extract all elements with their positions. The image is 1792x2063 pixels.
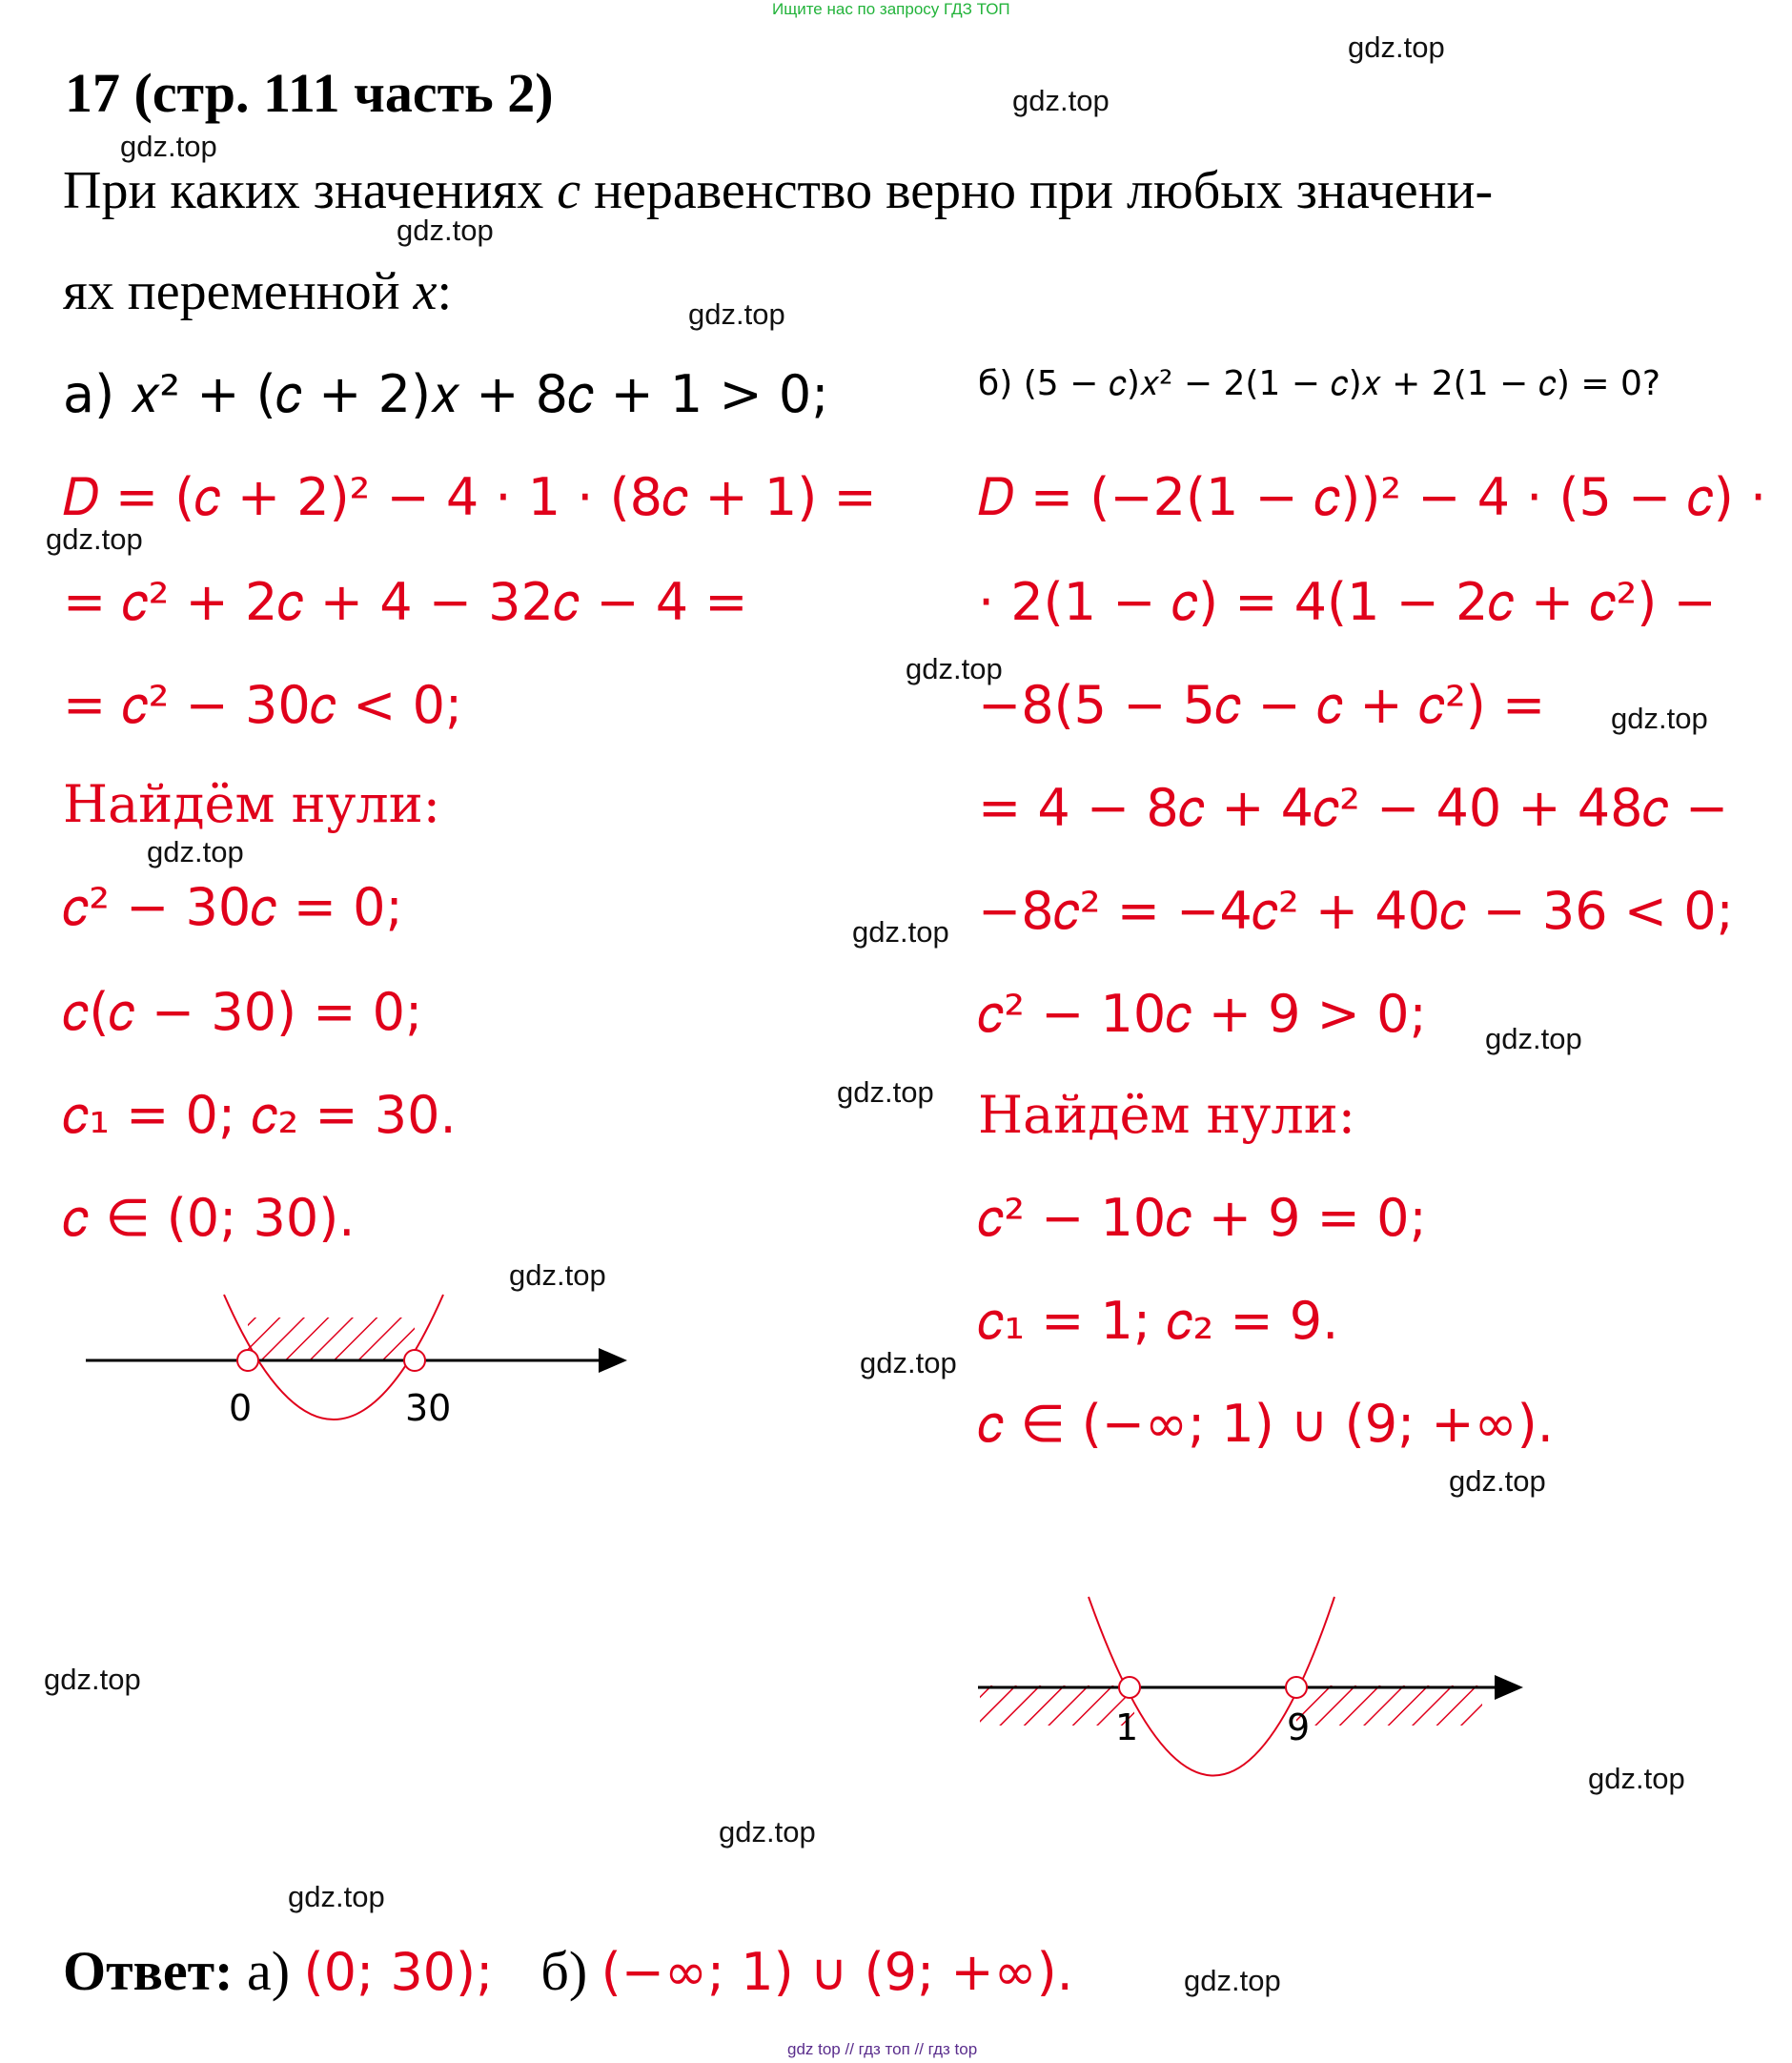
part-b-line-4: = 4 − 8𝑐 + 4𝑐² − 40 + 48𝑐 − — [978, 778, 1729, 838]
task-line-1 — [63, 160, 1493, 221]
watermark: gdz.top — [120, 130, 217, 163]
part-b-line-2: · 2(1 − 𝑐) = 4(1 − 2𝑐 + 𝑐²) − — [978, 572, 1717, 632]
watermark: gdz.top — [688, 297, 785, 331]
part-b-line-3: −8(5 − 5𝑐 − 𝑐 + 𝑐²) = — [978, 675, 1546, 735]
part-b-equation: б) (5 − 𝑐)𝑥² − 2(1 − 𝑐)𝑥 + 2(1 − 𝑐) = 0? — [978, 364, 1660, 403]
watermark: gdz.top — [1449, 1464, 1546, 1498]
answer-a-value: (0; 30); — [303, 1942, 494, 2002]
watermark: gdz.top — [1012, 84, 1110, 117]
part-b-zero-line-1: 𝑐² − 10𝑐 + 9 = 0; — [978, 1188, 1427, 1248]
open-point-0 — [237, 1350, 258, 1371]
part-b-zero-line-3: 𝑐 ∈ (−∞; 1) ∪ (9; +∞). — [978, 1394, 1554, 1454]
axis-label-1: 1 — [1115, 1706, 1139, 1748]
answer-b-prefix: б) — [540, 1940, 588, 2002]
watermark: gdz.top — [509, 1258, 606, 1292]
watermark: gdz.top — [397, 214, 494, 247]
watermark: gdz.top — [837, 1075, 934, 1109]
watermark: gdz.top — [1348, 31, 1445, 64]
footer-text: gdz top // гдз топ // гдз top — [787, 2040, 978, 2058]
watermark: gdz.top — [147, 835, 244, 868]
part-a-zero-line-2: 𝑐(𝑐 − 30) = 0; — [63, 982, 423, 1042]
task-text: ях переменной — [63, 262, 414, 321]
watermark: gdz.top — [288, 1880, 385, 1913]
answer-label: Ответ: — [63, 1940, 234, 2002]
open-point-9 — [1286, 1677, 1307, 1698]
part-a-inequality: а) 𝑥² + (𝑐 + 2)𝑥 + 8𝑐 + 1 > 0; — [63, 364, 829, 424]
answer-b-value: (−∞; 1) ∪ (9; +∞). — [601, 1942, 1073, 2002]
part-a-zero-line-3: 𝑐₁ = 0; 𝑐₂ = 30. — [63, 1085, 457, 1145]
part-a-number-line — [76, 1277, 648, 1459]
part-a-line-3: = 𝑐² − 30𝑐 < 0; — [63, 675, 463, 735]
watermark: gdz.top — [852, 915, 949, 949]
watermark: gdz.top — [1611, 702, 1708, 735]
part-b-hatch-left — [980, 1685, 1134, 1726]
watermark: gdz.top — [1588, 1762, 1685, 1795]
part-a-zeros-heading: Найдём нули: — [63, 774, 440, 834]
task-text: : — [437, 262, 453, 321]
part-a-line-1: 𝐷 = (𝑐 + 2)² − 4 · 1 · (8𝑐 + 1) = — [63, 467, 877, 527]
axis-arrow-icon — [1495, 1675, 1523, 1700]
axis-arrow-icon — [599, 1348, 627, 1373]
open-point-30 — [404, 1350, 425, 1371]
part-b-zero-line-2: 𝑐₁ = 1; 𝑐₂ = 9. — [978, 1291, 1339, 1351]
page-title: 17 (стр. 111 часть 2) — [65, 62, 554, 124]
part-b-hatch-right — [1296, 1685, 1482, 1726]
watermark: gdz.top — [1184, 1964, 1281, 1997]
watermark: gdz.top — [719, 1815, 816, 1849]
task-line-2 — [63, 261, 452, 322]
answer-line — [63, 1939, 1073, 2003]
watermark: gdz.top — [860, 1346, 957, 1379]
part-a-zero-line-4: 𝑐 ∈ (0; 30). — [63, 1188, 356, 1248]
answer-a-prefix: а) — [246, 1940, 291, 2002]
top-banner: Ищите нас по запросу ГДЗ ТОП — [772, 0, 1010, 18]
task-text: неравенство верно при любых значени- — [580, 161, 1494, 220]
part-b-number-line — [972, 1583, 1525, 1802]
part-a-line-2: = 𝑐² + 2𝑐 + 4 − 32𝑐 − 4 = — [63, 572, 748, 632]
task-variable-x: x — [413, 262, 438, 321]
axis-label-9: 9 — [1287, 1706, 1311, 1748]
part-a-zero-line-1: 𝑐² − 30𝑐 = 0; — [63, 877, 403, 937]
watermark: gdz.top — [906, 652, 1003, 685]
task-text: При каких значениях — [63, 161, 558, 220]
part-a-hatch-region — [248, 1317, 415, 1360]
watermark: gdz.top — [1485, 1022, 1582, 1055]
task-variable-c: c — [557, 161, 581, 220]
part-b-line-6: 𝑐² − 10𝑐 + 9 > 0; — [978, 984, 1427, 1044]
watermark: gdz.top — [44, 1663, 141, 1696]
part-b-line-1: 𝐷 = (−2(1 − 𝑐))² − 4 · (5 − 𝑐) · — [978, 467, 1767, 527]
part-b-zeros-heading: Найдём нули: — [978, 1085, 1355, 1145]
axis-label-30: 30 — [405, 1387, 452, 1429]
part-b-line-5: −8𝑐² = −4𝑐² + 40𝑐 − 36 < 0; — [978, 881, 1734, 941]
open-point-1 — [1119, 1677, 1140, 1698]
watermark: gdz.top — [46, 522, 143, 556]
axis-label-0: 0 — [229, 1387, 253, 1429]
